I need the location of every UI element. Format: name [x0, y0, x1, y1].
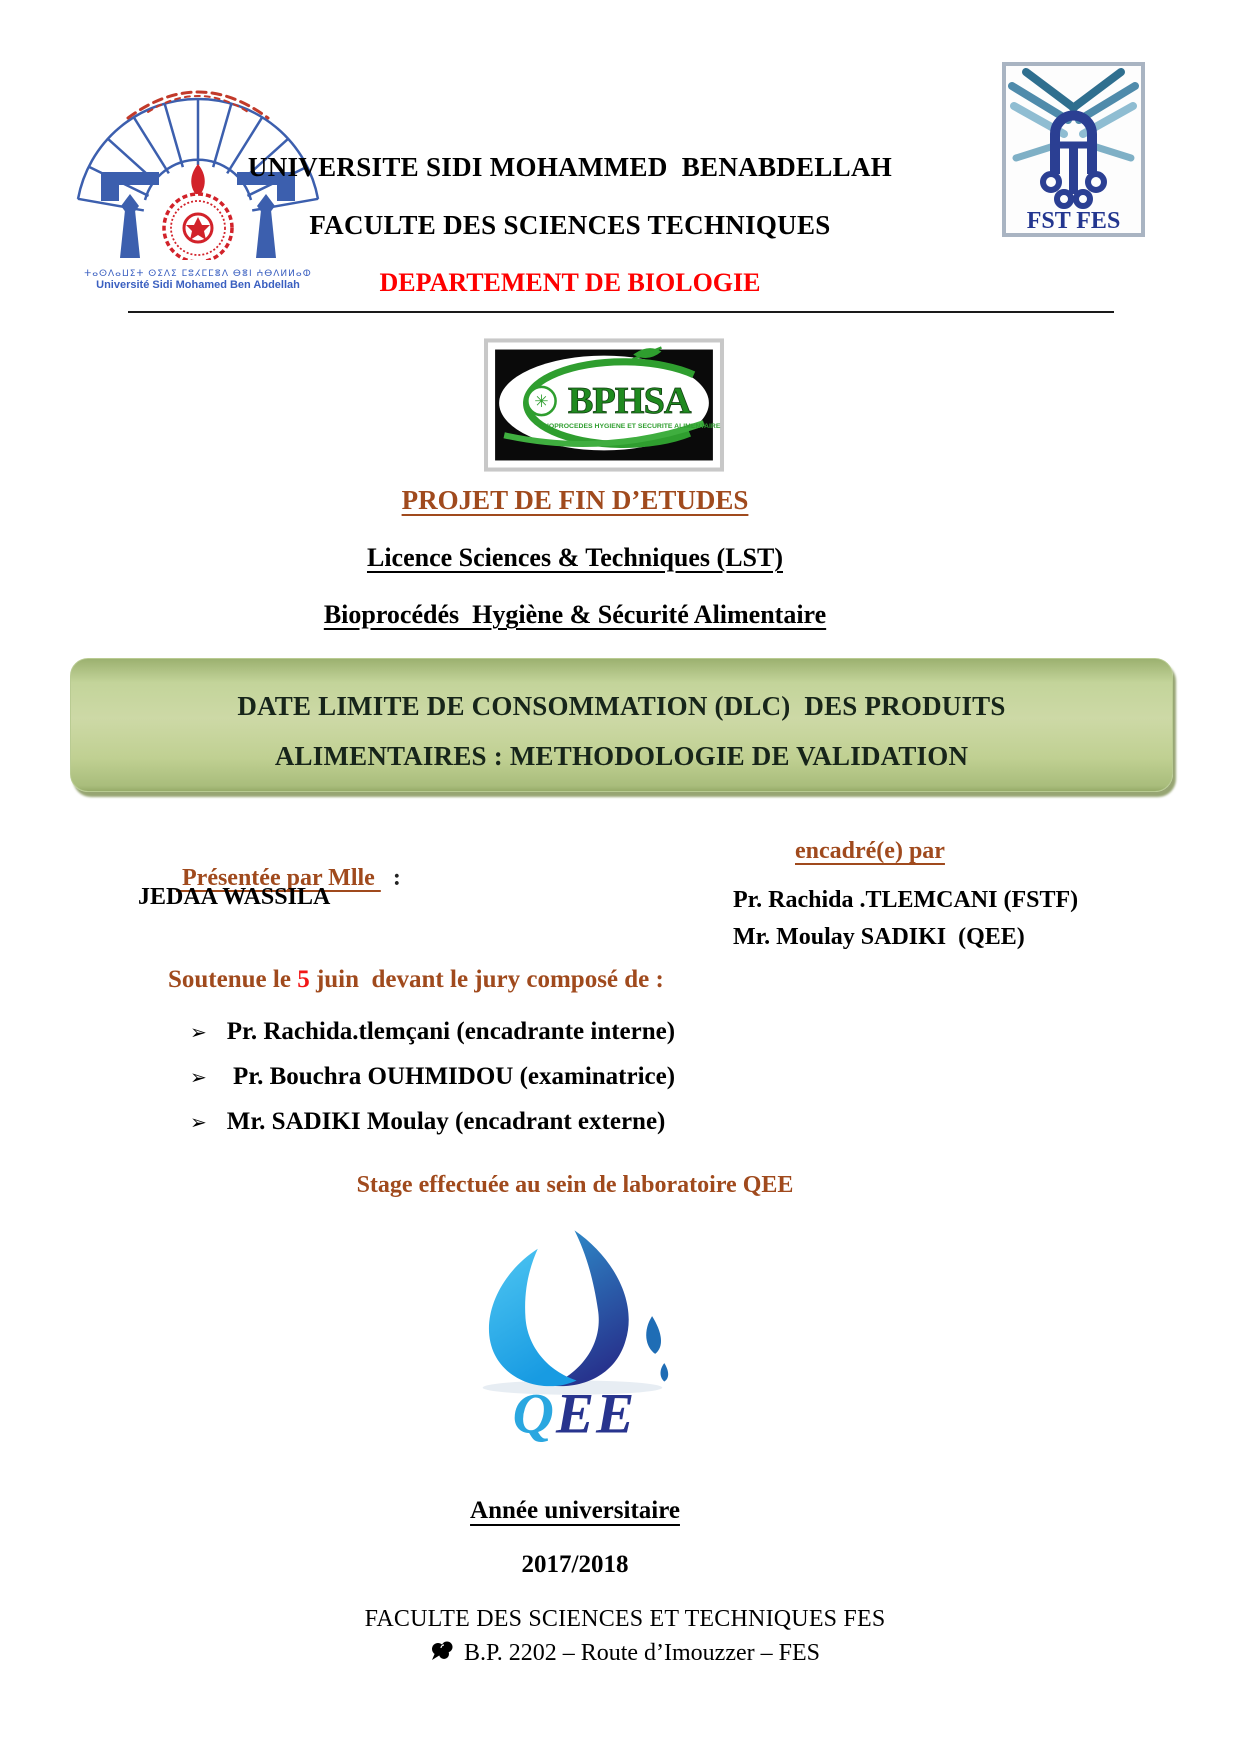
title-line-1: DATE LIMITE DE CONSOMMATION (DLC) DES PRODUITS [237, 691, 1006, 721]
faculty-name: FACULTE DES SCIENCES TECHNIQUES [309, 210, 831, 240]
supervisor-name: Mr. Moulay SADIKI (QEE) [733, 924, 1025, 950]
supervised-by-label: encadré(e) par [795, 838, 945, 864]
jury-member: Mr. SADIKI Moulay (encadrant externe) [226, 1108, 666, 1135]
title-line-2: ALIMENTAIRES : METHODOLOGIE DE VALIDATION [274, 741, 969, 771]
svg-text:QEE [513, 1383, 637, 1446]
degree-heading: Licence Sciences & Techniques (LST) [366, 543, 783, 572]
jury-item [190, 1018, 675, 1046]
footer-faculty-line: FACULTE DES SCIENCES ET TECHNIQUES FES [364, 1606, 886, 1632]
bphsa-acronym-text: BPHSA [567, 380, 691, 423]
bphsa-star-icon: ✳ [534, 392, 549, 413]
supervisor-name: Pr. Rachida .TLEMCANI (FSTF) [733, 887, 1079, 913]
jury-item [190, 1108, 675, 1136]
bphsa-emblem-icon [484, 338, 724, 472]
arrow-bullet-icon: ➢ [190, 1110, 207, 1134]
presented-by-colon: : [380, 865, 401, 891]
department-name: DEPARTEMENT DE BIOLOGIE [379, 268, 761, 297]
header-text-block [225, 152, 915, 298]
internship-line: Stage effectuée au sein de laboratoire QEE [356, 1172, 794, 1198]
qee-drop-icon [452, 1222, 697, 1447]
arrow-bullet-icon: ➢ [190, 1065, 207, 1089]
jury-item [190, 1063, 675, 1091]
bphsa-tagline-text: BIOPROCEDES HYGIENE ET SECURITE ALIMENTAIRE [542, 423, 721, 431]
academic-year-label: Année universitaire [470, 1497, 680, 1524]
title-box [70, 658, 1173, 792]
usmba-caption-latin: Université Sidi Mohamed Ben Abdellah [96, 279, 300, 292]
defense-intro: Soutenue le 5 juin devant le jury composé de : [168, 966, 664, 993]
bphsa-logo [484, 338, 724, 472]
fst-fes-logo [1002, 62, 1145, 237]
qee-letters-ee: EE [555, 1382, 637, 1446]
presenter-name: JEDAA WASSILA [138, 884, 331, 910]
university-name: UNIVERSITE SIDI MOHAMMED BENABDELLAH [247, 152, 893, 182]
supervisors-block [733, 882, 1078, 956]
presented-by-label: Présentée par Mlle : [176, 865, 401, 891]
header-divider [128, 311, 1114, 313]
jury-list [190, 1018, 675, 1153]
address-bubbles-icon [430, 1640, 456, 1671]
qee-letter-q: Q [512, 1382, 556, 1446]
fst-fes-logo-text: FST FES [1026, 208, 1121, 234]
arrow-bullet-icon: ➢ [190, 1020, 207, 1044]
footer-address-line: B.P. 2202 – Route d’Imouzzer – FES [25, 1640, 1225, 1671]
program-heading: Bioprocédés Hygiène & Sécurité Alimentaire [323, 600, 827, 629]
defense-date: 5 [297, 966, 310, 993]
jury-member: Pr. Bouchra OUHMIDOU (examinatrice) [226, 1063, 676, 1090]
project-heading: PROJET DE FIN D’ETUDES [401, 485, 749, 515]
usmba-caption-tifinagh: ⵜⴰⵙⴷⴰⵡⵉⵜ ⵙⵉⴷⵉ ⵎⵓⵃⵎⵎⴻⴷ ⴱⴻⵏ ⵄⴱⴷⵍⵍⴰⵀ [84, 269, 312, 280]
fst-fes-emblem-icon [1002, 62, 1145, 237]
jury-member: Pr. Rachida.tlemçani (encadrante interne) [226, 1018, 676, 1045]
qee-logo [452, 1222, 697, 1447]
academic-year-value: 2017/2018 [521, 1551, 629, 1578]
